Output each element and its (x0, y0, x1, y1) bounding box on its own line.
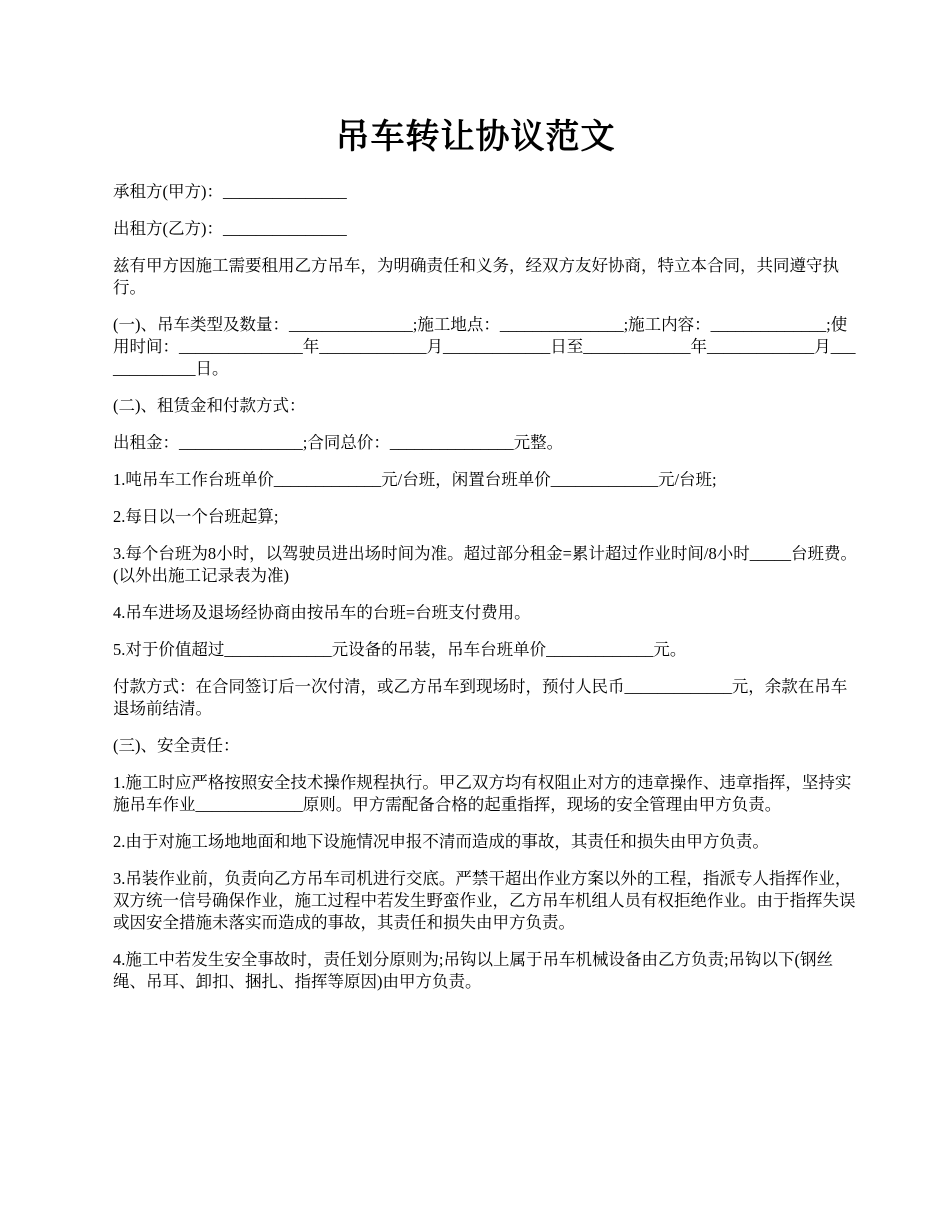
clause-2-5: 5.对于价值超过_____________元设备的吊装，吊车台班单价_____________元。 (113, 640, 687, 659)
payment-method-paragraph: 付款方式：在合同签订后一次付清，或乙方吊车到现场时，预付人民币_____________元，余款在吊车退场前结清。 (113, 677, 848, 718)
clause-2-4: 4.吊车进场及退场经协商由按吊车的台班=台班支付费用。 (113, 603, 531, 622)
lessee-line: 承租方(甲方)：_______________ (113, 182, 347, 201)
clause-3-4: 4.施工中若发生安全事故时，责任划分原则为;吊钩以上属于吊车机械设备由乙方负责;吊钩以下(钢丝绳、吊耳、卸扣、捆扎、指挥等原因)由甲方负责。 (113, 950, 834, 991)
section-three-heading: (三)、安全责任： (113, 736, 240, 755)
clause-3-3: 3.吊装作业前，负责向乙方吊车司机进行交底。严禁干超出作业方案以外的工程，指派专人指挥作业，双方统一信号确保作业，施工过程中若发生野蛮作业，乙方吊车机组人员有权拒绝作业。由于指挥失误或因安全措施未落实而造成的事故，其责任和损失由甲方负责。 (113, 869, 856, 932)
section-two-heading: (二)、租赁金和付款方式： (113, 396, 306, 415)
lessor-line: 出租方(乙方)：_______________ (113, 219, 347, 238)
document-title: 吊车转让协议范文 (335, 119, 616, 156)
clause-3-1: 1.施工时应严格按照安全技术操作规程执行。甲乙双方均有权阻止对方的违章操作、违章指挥，坚持实施吊车作业_____________原则。甲方需配备合格的起重指挥，现场的安全管理由甲方负责。 (113, 773, 852, 814)
section-one-paragraph: (一)、吊车类型及数量：_______________;施工地点：_______________;施工内容：______________;使用时间：_______________年_____________月_____________日至_____________年_____________月_____________日。 (113, 315, 856, 378)
clause-2-3: 3.每个台班为8小时，以驾驶员进出场时间为准。超过部分租金=累计超过作业时间/8小时_____台班费。(以外出施工记录表为准) (113, 544, 858, 585)
rent-total-line: 出租金：_______________;合同总价：_______________元整。 (113, 433, 564, 452)
clause-2-2: 2.每日以一个台班起算; (113, 507, 279, 526)
clause-2-1: 1.吨吊车工作台班单价_____________元/台班，闲置台班单价_____________元/台班; (113, 470, 717, 489)
clause-3-2: 2.由于对施工场地地面和地下设施情况申报不清而造成的事故，其责任和损失由甲方负责。 (113, 832, 769, 851)
document-page (113, 0, 858, 993)
preamble-paragraph: 兹有甲方因施工需要租用乙方吊车，为明确责任和义务，经双方友好协商，特立本合同，共同遵守执行。 (113, 256, 839, 297)
